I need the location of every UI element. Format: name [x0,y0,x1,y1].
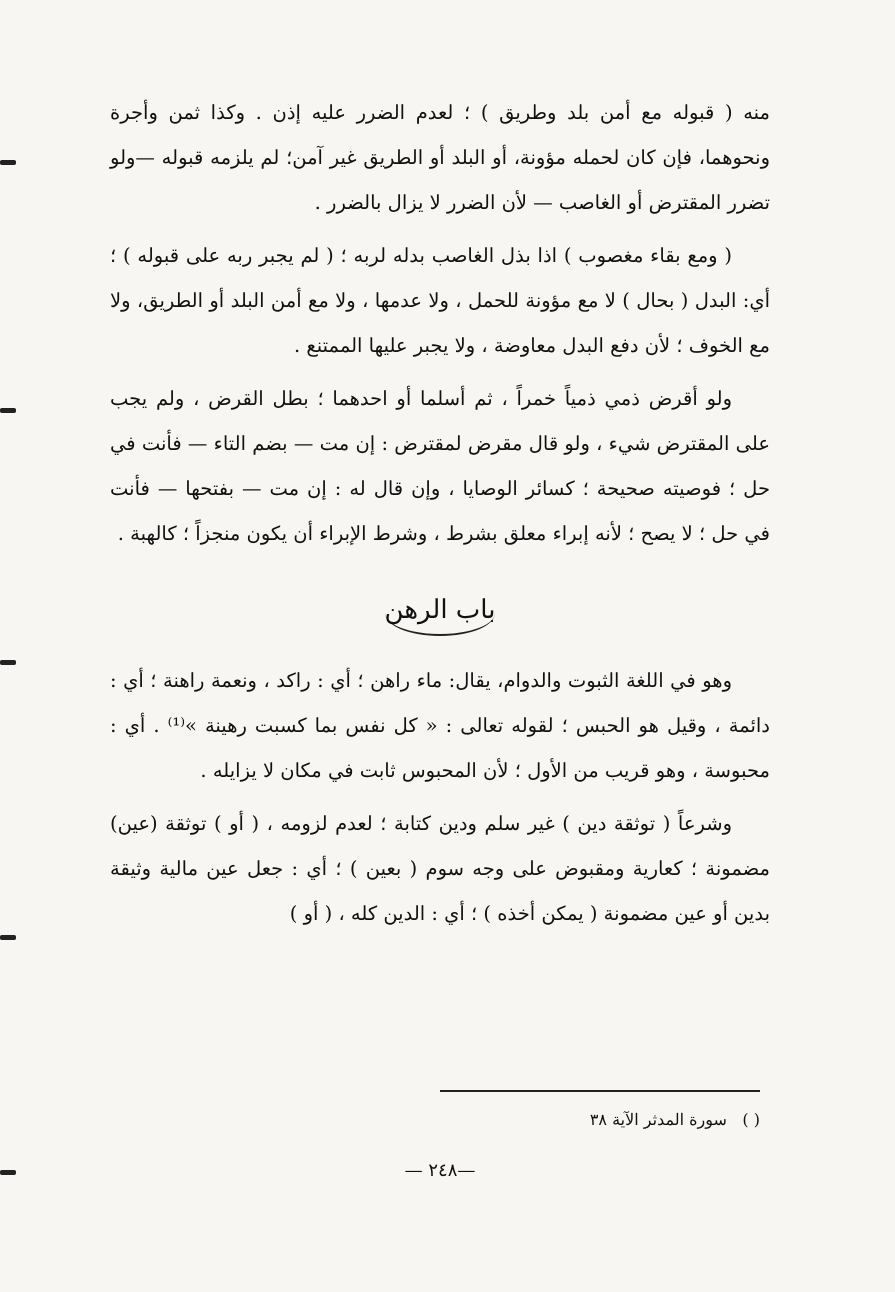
section-heading: باب الرهن [385,590,496,636]
page-body [110,90,770,1270]
paragraph: ( ومع بقاء مغصوب ) اذا بذل الغاصب بدله لربه ؛ ( لم يجبر ربه على قبوله ) ؛ أي: البدل ( بحال ) لا مع مؤونة للحمل ، ولا عدمها ، ولا مع أمن البلد أو الطريق، ولا مع الخوف ؛ لأن دفع البدل معاوضة ، ولا يجبر عليها الممتنع . [110,244,770,357]
main-text-continued [110,658,770,936]
footnote-text: سورة المدثر الآية ٣٨ [589,1110,727,1129]
main-text [110,90,770,556]
paragraph: منه ( قبوله مع أمن بلد وطريق ) ؛ لعدم الضرر عليه إذن . وكذا ثمن وأجرة ونحوهما، فإن كان لحمله مؤونة، أو البلد أو الطريق غير آمن؛ لم يلزمه قبوله —ولو تضرر المقترض أو الغاصب — لأن الضرر لا يزال بالضرر . [110,101,770,214]
paragraph: وشرعاً ( توثقة دين ) غير سلم ودين كتابة ؛ لعدم لزومه ، ( أو ) توثقة (عين) مضمونة ؛ كعارية ومقبوض على وجه سوم ( بعين ) ؛ أي : جعل عين مالية وثيقة بدين أو عين مضمونة ( يمكن أخذه ) ؛ أي : الدين كله ، ( أو ) [110,812,770,925]
footnote [360,1108,760,1132]
footnote-rule [440,1090,760,1092]
margin-mark [0,935,16,940]
margin-mark [0,160,16,165]
margin-mark [0,408,16,413]
footnote-marker: ( ) [742,1110,760,1129]
margin-mark [0,1170,16,1175]
paragraph: ولو أقرض ذمي ذمياً خمراً ، ثم أسلما أو احدهما ؛ بطل القرض ، ولم يجب على المقترض شيء ، ولو قال مقرض لمقترض : إن مت — بضم التاء — فأنت في حل ؛ فوصيته صحيحة ؛ كسائر الوصايا ، وإن قال له : إن مت — بفتحها — فأنت في حل ؛ لا يصح ؛ لأنه إبراء معلق بشرط ، وشرط الإبراء أن يكون منجزاً ؛ كالهبة . [110,387,770,545]
margin-mark [0,660,16,665]
paragraph: وهو في اللغة الثبوت والدوام، يقال: ماء راهن ؛ أي : راكد ، ونعمة راهنة ؛ أي : دائمة ، وقيل هو الحبس ؛ لقوله تعالى : « كل نفس بما كسبت رهينة »⁽¹⁾ . أي : محبوسة ، وهو قريب من الأول ؛ لأن المحبوس ثابت في مكان لا يزايله . [110,669,770,782]
section-heading-wrap [110,590,770,636]
page-number: — ٢٤٨— [404,1160,476,1181]
